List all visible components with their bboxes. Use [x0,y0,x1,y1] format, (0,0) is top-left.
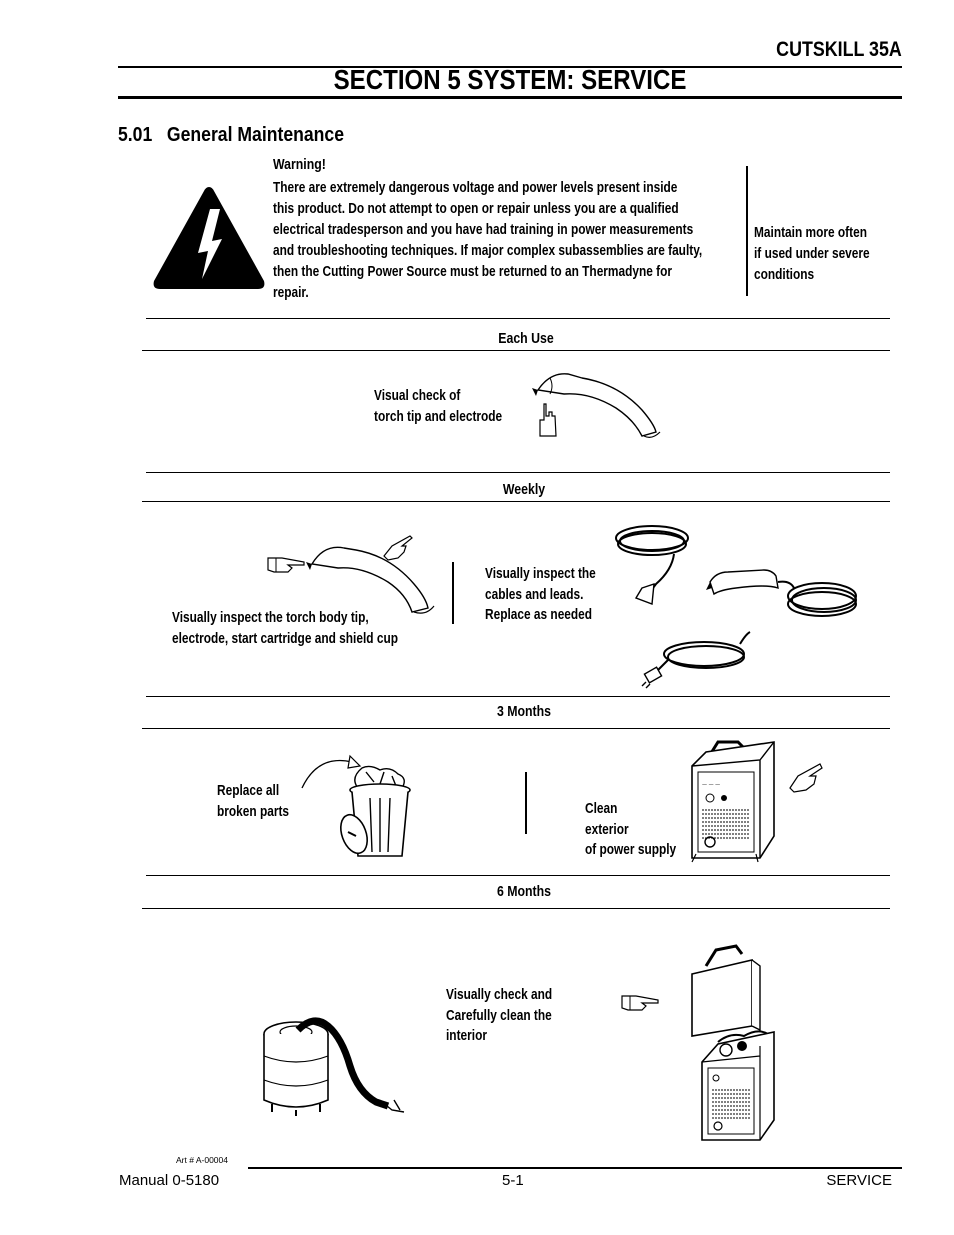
coiled-cable-with-clamp-icon [612,514,696,606]
task-line: Visually inspect the torch body tip, [172,610,369,626]
warning-line: this product. Do not attempt to open or repair unless you are a qualified [273,201,679,217]
task-line: cables and leads. [485,586,584,603]
torch-lead-icon [706,560,862,620]
warning-line: then the Cutting Power Source must be returned to an Thermadyne for [273,264,673,280]
pointing-hand-icon [536,402,560,438]
warning-line: electrical tradesperson and you have had training in power measurements [273,222,694,238]
product-name: CUTSKILL 35A [776,38,902,61]
task-line: electrode, start cartridge and shield cup [172,630,398,647]
warning-line: and troubleshooting techniques. If major complex subassemblies are faulty, [273,243,703,259]
band-rule [146,696,890,697]
header-rule-bottom [118,96,902,99]
pointing-hand-icon [266,554,306,576]
task-line: torch tip and electrode [374,408,503,425]
subsection-number: 5.01 [118,124,153,146]
vacuum-cleaner-icon [258,1014,406,1118]
column-divider [452,562,454,624]
warning-line: repair. [273,285,309,301]
weekly-torch-task [172,608,398,649]
weekly-cables-task [485,564,596,626]
band-rule [146,318,890,319]
three-months-label: 3 Months [496,704,552,720]
note-line: if used under severe [754,246,870,262]
trash-can-icon [340,764,416,860]
warning-line: There are extremely dangerous voltage and power levels present inside [273,180,678,196]
band-rule [146,875,890,876]
task-line: Visual check of [374,388,461,404]
band-rule [142,728,890,729]
footer-page-number: 5-1 [502,1172,524,1189]
weekly-label: Weekly [502,482,546,498]
six-months-label: 6 Months [496,884,552,900]
footer-manual: Manual 0-5180 [119,1172,220,1189]
footer-rule [248,1167,902,1169]
task-line: Visually check and [446,987,553,1003]
subsection-title: General Maintenance [166,124,344,146]
task-line: exterior [585,821,629,838]
task-line: Replace all [217,783,280,799]
each-use-task [374,386,502,427]
high-voltage-warning-icon [150,183,268,293]
open-power-supply-icon [688,944,780,1142]
pointing-hand-icon [788,762,832,792]
warning-divider [746,166,748,296]
band-rule [142,501,890,502]
warning-title: Warning! [273,156,326,173]
pointing-hand-icon [382,534,422,560]
power-cord-icon [642,630,754,686]
maintenance-note [754,223,893,286]
power-supply-icon [688,738,778,862]
art-number: Art # A-00004 [176,1155,228,1165]
note-line: conditions [754,267,815,283]
replace-parts-task [217,781,289,822]
task-line: Visually inspect the [485,566,596,582]
footer-section: SERVICE [826,1172,892,1189]
each-use-label: Each Use [498,331,554,347]
band-rule [142,350,890,351]
pointing-hand-icon [620,992,660,1014]
note-line: Maintain more often [754,225,867,241]
clean-interior-task [446,985,552,1047]
task-line: broken parts [217,803,290,820]
svg-text:— — —: — — — [702,782,721,788]
subsection-heading [118,124,344,147]
band-rule [146,472,890,473]
clean-exterior-task [585,799,676,861]
task-line: interior [446,1028,487,1044]
column-divider [525,772,527,834]
task-line: Replace as needed [485,607,593,623]
band-rule [142,908,890,909]
task-line: Carefully clean the [446,1007,552,1024]
task-line: of power supply [585,842,677,858]
warning-body [273,178,732,304]
section-title: SECTION 5 SYSTEM: SERVICE [333,64,687,95]
task-line: Clean [585,801,618,817]
